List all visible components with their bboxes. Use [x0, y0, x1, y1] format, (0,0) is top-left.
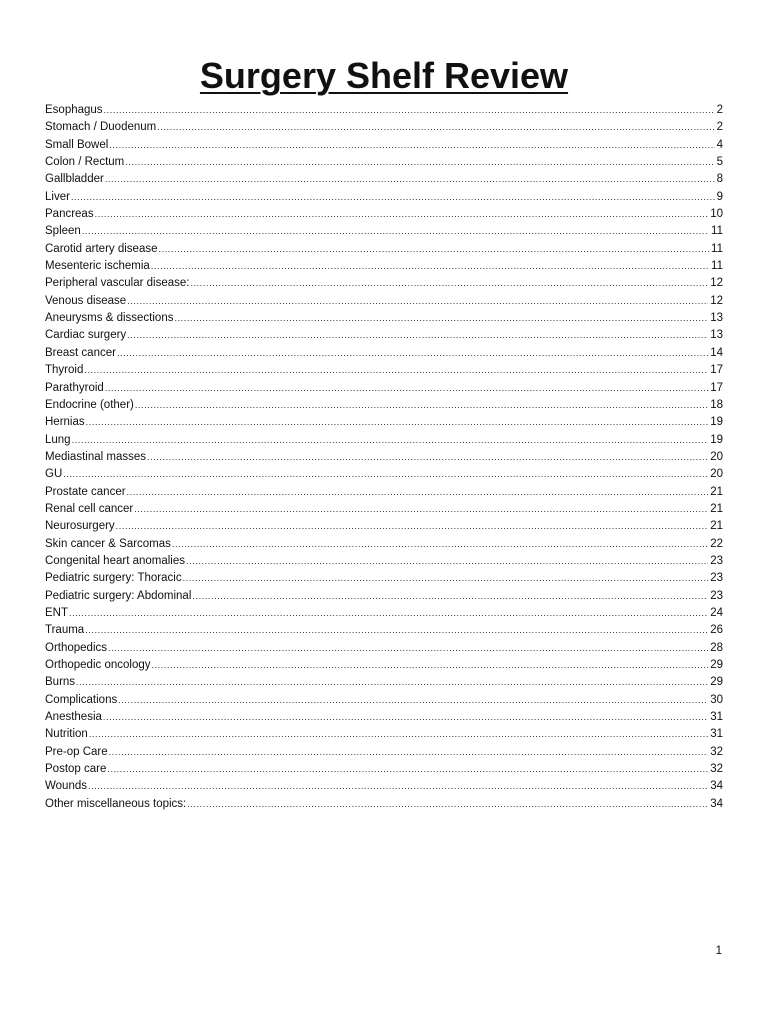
toc-entry-label[interactable]: Complications	[45, 693, 118, 706]
toc-entry-label[interactable]: Renal cell cancer	[45, 502, 134, 515]
toc-entry-label[interactable]: Neurosurgery	[45, 520, 115, 533]
toc-entry-label[interactable]: Parathyroid	[45, 381, 104, 394]
toc-entry-page[interactable]: 23	[710, 589, 723, 602]
toc-entry[interactable]	[45, 484, 723, 501]
toc-dot-leader	[89, 726, 708, 743]
toc-entry-page[interactable]: 2	[716, 104, 723, 116]
toc-entry[interactable]	[45, 501, 723, 518]
toc-entry[interactable]	[45, 796, 723, 813]
toc-entry-label[interactable]: Postop care	[45, 763, 107, 776]
toc-entry[interactable]	[45, 397, 723, 414]
toc-entry[interactable]	[45, 293, 723, 310]
toc-entry[interactable]	[45, 761, 723, 778]
toc-entry-label[interactable]: GU	[45, 468, 63, 481]
toc-entry-page[interactable]: 30	[710, 693, 723, 706]
toc-entry-label[interactable]: Burns	[45, 676, 76, 689]
toc-entry-label[interactable]: Pediatric surgery: Abdominal	[45, 589, 192, 602]
toc-entry-label[interactable]: Breast cancer	[45, 346, 116, 359]
toc-entry-page[interactable]: 31	[710, 711, 723, 724]
toc-dot-leader	[116, 518, 709, 535]
toc-entry[interactable]	[45, 449, 723, 466]
toc-entry-page[interactable]: 17	[710, 381, 723, 394]
toc-entry[interactable]	[45, 137, 723, 154]
toc-dot-leader	[190, 275, 708, 292]
toc-dot-leader	[151, 258, 709, 275]
toc-entry-label[interactable]: Stomach / Duodenum	[45, 121, 157, 134]
toc-entry-page[interactable]: 21	[710, 502, 723, 515]
toc-entry[interactable]	[45, 345, 723, 362]
toc-entry[interactable]	[45, 189, 723, 206]
toc-entry[interactable]	[45, 362, 723, 379]
toc-entry-label[interactable]: Aneurysms & dissections	[45, 312, 174, 325]
toc-entry[interactable]	[45, 744, 723, 761]
toc-entry-label[interactable]: Prostate cancer	[45, 485, 126, 498]
toc-entry[interactable]	[45, 778, 723, 795]
toc-entry[interactable]	[45, 622, 723, 639]
toc-entry-page[interactable]: 32	[710, 763, 723, 776]
toc-entry[interactable]	[45, 102, 723, 119]
toc-entry-label[interactable]: Colon / Rectum	[45, 156, 125, 169]
toc-entry-label[interactable]: Gallbladder	[45, 173, 104, 186]
toc-dot-leader	[82, 223, 709, 240]
toc-entry-label[interactable]: Peripheral vascular disease:	[45, 277, 190, 290]
toc-dot-leader	[186, 553, 708, 570]
toc-entry-label[interactable]: Wounds	[45, 780, 87, 793]
toc-entry-page[interactable]: 29	[710, 659, 723, 671]
toc-entry-page[interactable]: 21	[710, 485, 723, 498]
toc-entry-page[interactable]: 34	[710, 797, 723, 810]
toc-entry-label[interactable]: Orthopedics	[45, 641, 108, 654]
toc-entry[interactable]	[45, 553, 723, 570]
toc-entry-label[interactable]: Pediatric surgery: Thoracic	[45, 572, 182, 585]
toc-entry-page[interactable]: 2	[716, 121, 723, 134]
toc-entry-page[interactable]: 11	[711, 225, 723, 238]
toc-dot-leader	[88, 778, 708, 795]
toc-entry-page[interactable]: 14	[710, 346, 723, 359]
toc-entry-page[interactable]: 20	[710, 468, 723, 481]
toc-entry-page[interactable]: 19	[710, 433, 723, 446]
toc-entry-page[interactable]: 22	[710, 537, 723, 550]
toc-entry-label[interactable]: Mediastinal masses	[45, 450, 146, 463]
toc-entry-label[interactable]: Esophagus	[45, 104, 103, 116]
toc-entry[interactable]	[45, 223, 723, 240]
toc-entry-page[interactable]: 10	[710, 208, 723, 221]
toc-entry-label[interactable]: Endocrine (other)	[45, 398, 134, 411]
toc-entry[interactable]	[45, 640, 723, 657]
toc-entry[interactable]	[45, 536, 723, 553]
toc-entry[interactable]	[45, 275, 723, 292]
toc-entry-label[interactable]: Lung	[45, 433, 71, 446]
toc-entry-label[interactable]: Mesenteric ischemia	[45, 260, 150, 273]
toc-dot-leader	[159, 241, 710, 258]
toc-dot-leader	[103, 709, 708, 726]
toc-dot-leader	[172, 536, 708, 553]
toc-entry[interactable]	[45, 258, 723, 275]
document-title-text: Surgery Shelf Review	[199, 55, 569, 96]
toc-dot-leader	[95, 206, 709, 223]
toc-dot-leader	[192, 588, 708, 605]
toc-dot-leader	[63, 466, 708, 483]
toc-entry-page[interactable]: 23	[710, 572, 723, 585]
toc-dot-leader	[71, 189, 715, 206]
toc-dot-leader	[109, 137, 714, 154]
toc-entry-label[interactable]: Congenital heart anomalies	[45, 554, 186, 567]
toc-entry-label[interactable]: Orthopedic oncology	[45, 659, 151, 671]
toc-entry-label[interactable]: Anesthesia	[45, 711, 102, 724]
toc-dot-leader	[72, 432, 709, 449]
toc-entry-page[interactable]: 32	[710, 745, 723, 758]
toc-entry-page[interactable]: 17	[710, 364, 723, 377]
toc-entry-page[interactable]: 18	[710, 398, 723, 411]
toc-dot-leader	[125, 154, 714, 171]
toc-entry-page[interactable]: 28	[710, 641, 723, 654]
toc-entry-page[interactable]: 29	[710, 676, 723, 689]
toc-entry-page[interactable]: 21	[710, 520, 723, 533]
toc-dot-leader	[118, 692, 708, 709]
toc-entry-label[interactable]: Trauma	[45, 624, 85, 637]
toc-dot-leader	[69, 605, 708, 622]
toc-dot-leader	[157, 119, 714, 136]
toc-entry-page[interactable]: 34	[710, 780, 723, 793]
toc-entry[interactable]	[45, 154, 723, 171]
toc-entry-page[interactable]: 23	[710, 554, 723, 567]
toc-entry-label[interactable]: Carotid artery disease	[45, 242, 158, 255]
toc-entry-page[interactable]: 5	[716, 156, 723, 169]
toc-entry-label[interactable]: Skin cancer & Sarcomas	[45, 537, 171, 550]
toc-entry[interactable]	[45, 171, 723, 188]
toc-dot-leader	[84, 362, 708, 379]
toc-dot-leader	[104, 102, 715, 119]
toc-entry[interactable]	[45, 605, 723, 622]
toc-entry-label[interactable]: Cardiac surgery	[45, 329, 127, 342]
table-of-contents	[45, 102, 723, 813]
toc-dot-leader	[86, 414, 709, 431]
toc-entry[interactable]	[45, 432, 723, 449]
toc-entry-page[interactable]: 24	[710, 606, 723, 619]
toc-entry-label[interactable]: Venous disease	[45, 294, 127, 307]
toc-entry-label[interactable]: ENT	[45, 606, 68, 619]
toc-entry-label[interactable]: Small Bowel	[45, 138, 109, 151]
toc-dot-leader	[85, 622, 708, 639]
toc-dot-leader	[151, 657, 708, 674]
toc-entry[interactable]	[45, 327, 723, 344]
toc-dot-leader	[134, 501, 708, 518]
toc-dot-leader	[76, 674, 708, 691]
toc-entry-label[interactable]: Other miscellaneous topics:	[45, 797, 187, 810]
toc-entry[interactable]	[45, 310, 723, 327]
toc-dot-leader	[147, 449, 708, 466]
toc-dot-leader	[183, 570, 709, 587]
toc-entry-page[interactable]: 13	[710, 312, 723, 325]
page-number: 1	[715, 945, 722, 957]
toc-entry[interactable]	[45, 588, 723, 605]
toc-entry-label[interactable]: Spleen	[45, 225, 81, 238]
toc-dot-leader	[105, 380, 708, 397]
toc-dot-leader	[127, 293, 708, 310]
toc-entry-page[interactable]: 4	[716, 138, 723, 151]
toc-entry[interactable]	[45, 692, 723, 709]
toc-entry[interactable]	[45, 414, 723, 431]
toc-dot-leader	[127, 327, 708, 344]
toc-entry-page[interactable]: 13	[710, 329, 723, 342]
toc-dot-leader	[187, 796, 708, 813]
toc-entry-label[interactable]: Liver	[45, 190, 70, 203]
toc-entry[interactable]	[45, 657, 723, 674]
toc-entry-page[interactable]: 11	[711, 242, 723, 255]
toc-dot-leader	[109, 744, 709, 761]
toc-entry-page[interactable]: 8	[716, 173, 723, 186]
toc-entry-page[interactable]: 12	[710, 294, 723, 307]
toc-entry[interactable]	[45, 570, 723, 587]
toc-dot-leader	[117, 345, 708, 362]
toc-entry-label[interactable]: Pre-op Care	[45, 745, 108, 758]
toc-entry[interactable]	[45, 709, 723, 726]
toc-entry[interactable]	[45, 241, 723, 258]
toc-entry[interactable]	[45, 726, 723, 743]
toc-entry-label[interactable]: Nutrition	[45, 728, 88, 741]
toc-entry-page[interactable]: 20	[710, 450, 723, 463]
toc-entry-page[interactable]: 19	[710, 416, 723, 429]
toc-entry-page[interactable]: 11	[711, 260, 723, 273]
toc-dot-leader	[108, 640, 708, 657]
toc-entry-label[interactable]: Hernias	[45, 416, 85, 429]
toc-dot-leader	[107, 761, 708, 778]
toc-entry-page[interactable]: 31	[710, 728, 723, 741]
toc-dot-leader	[174, 310, 708, 327]
toc-entry[interactable]	[45, 206, 723, 223]
toc-entry-page[interactable]: 26	[710, 624, 723, 637]
toc-dot-leader	[105, 171, 715, 188]
toc-entry-label[interactable]: Pancreas	[45, 208, 94, 221]
toc-entry[interactable]	[45, 466, 723, 483]
toc-entry[interactable]	[45, 119, 723, 136]
toc-dot-leader	[127, 484, 709, 501]
toc-entry[interactable]	[45, 380, 723, 397]
toc-entry-label[interactable]: Thyroid	[45, 364, 84, 377]
toc-dot-leader	[135, 397, 708, 414]
toc-entry[interactable]	[45, 674, 723, 691]
toc-entry[interactable]	[45, 518, 723, 535]
toc-entry-page[interactable]: 9	[716, 190, 723, 203]
toc-entry-page[interactable]: 12	[710, 277, 723, 290]
document-title	[0, 52, 768, 100]
